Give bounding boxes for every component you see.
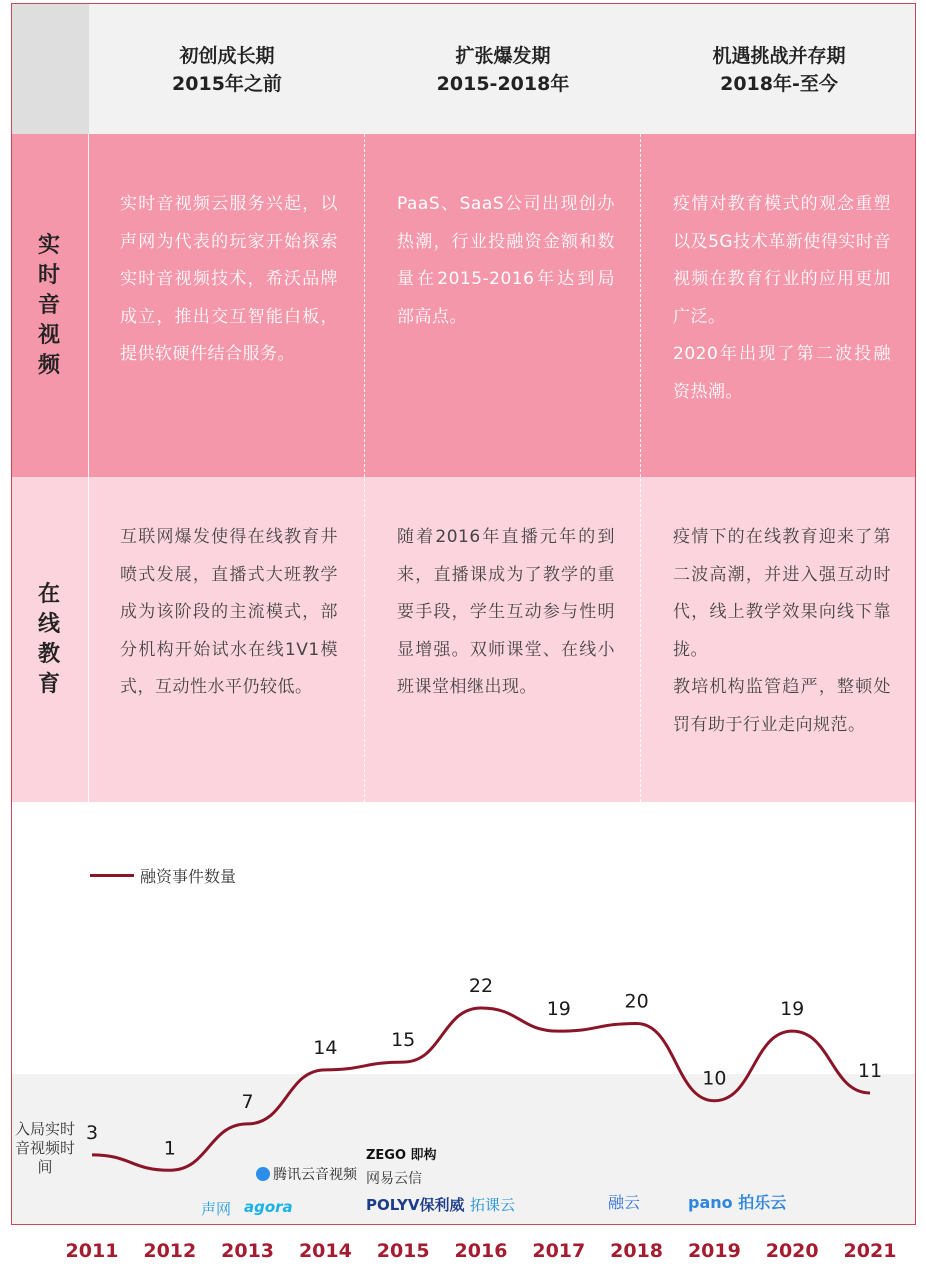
data-label-2017: 19 bbox=[546, 998, 571, 1021]
label-char: 线 bbox=[37, 611, 60, 637]
data-label-2018: 20 bbox=[624, 990, 649, 1013]
entry-axis-label: 入局实时音视频时间 bbox=[14, 1120, 75, 1176]
label-char: 视 bbox=[37, 322, 60, 348]
phase-name: 初创成长期 bbox=[179, 45, 275, 67]
data-label-2019: 10 bbox=[702, 1067, 727, 1090]
logo-tencent bbox=[256, 1164, 357, 1184]
x-tick-2012: 2012 bbox=[143, 1240, 197, 1262]
label-char: 在 bbox=[37, 581, 60, 607]
data-label-2015: 15 bbox=[391, 1029, 416, 1052]
data-label-2014: 14 bbox=[313, 1036, 338, 1059]
logo-shengwang: 声网 bbox=[201, 1200, 232, 1218]
x-tick-2013: 2013 bbox=[221, 1240, 275, 1262]
logo-zego: ZEGO 即构 bbox=[366, 1148, 437, 1163]
cell-text: 随着2016年直播元年的到来，直播课成为了教学的重要手段，学生互动参与性明显增强。双师课堂、在线小班课堂相继出现。 bbox=[397, 527, 615, 697]
x-tick-2011: 2011 bbox=[65, 1240, 119, 1262]
logo-rongyun: 融云 bbox=[608, 1193, 641, 1212]
x-tick-2018: 2018 bbox=[610, 1240, 664, 1262]
legend-label: 融资事件数量 bbox=[140, 867, 237, 886]
label-char: 育 bbox=[37, 671, 60, 697]
data-label-2011: 3 bbox=[85, 1121, 99, 1144]
cell-text: 疫情对教育模式的观念重塑以及5G技术革新使得实时音视频在教育行业的应用更加广泛。 bbox=[673, 194, 891, 327]
data-label-2021: 11 bbox=[857, 1060, 883, 1082]
x-tick-2020: 2020 bbox=[765, 1240, 819, 1262]
x-tick-2015: 2015 bbox=[376, 1240, 430, 1262]
x-tick-2014: 2014 bbox=[298, 1240, 352, 1262]
data-label-2020: 19 bbox=[780, 998, 805, 1021]
logo-polyv: POLYV保利威 bbox=[366, 1196, 465, 1214]
label-char: 时 bbox=[37, 262, 60, 288]
logo-tuoke: 拓课云 bbox=[470, 1196, 516, 1214]
x-tick-2016: 2016 bbox=[454, 1240, 508, 1262]
data-label-2013: 7 bbox=[241, 1090, 254, 1113]
tencent-cloud-icon bbox=[256, 1167, 270, 1181]
cell-text: 疫情下的在线教育迎来了第二波高潮，并进入强互动时代，线上教学效果向线下靠拢。 bbox=[673, 527, 891, 660]
data-label-2016: 22 bbox=[468, 975, 494, 997]
label-char: 实 bbox=[37, 232, 60, 258]
logo-agora: agora bbox=[244, 1198, 293, 1216]
x-tick-2017: 2017 bbox=[532, 1240, 586, 1262]
cell-text: 2020年出现了第二波投融资热潮。 bbox=[673, 344, 891, 402]
label-char: 频 bbox=[37, 352, 60, 378]
label-char: 教 bbox=[37, 641, 60, 667]
phase-period: 2015年之前 bbox=[172, 73, 282, 95]
phase-name: 机遇挑战并存期 bbox=[712, 45, 846, 67]
x-tick-2021: 2021 bbox=[843, 1240, 897, 1262]
logo-pano: pano 拍乐云 bbox=[688, 1193, 787, 1212]
label-char: 音 bbox=[37, 292, 60, 318]
cell-text: 实时音视频云服务兴起，以声网为代表的玩家开始探索实时音视频技术，希沃品牌成立，推出交互智能白板，提供软硬件结合服务。 bbox=[120, 194, 338, 364]
cell-text: PaaS、SaaS公司出现创办热潮，行业投融资金额和数量在2015-2016年达到局部高点。 bbox=[397, 194, 615, 327]
phase-period: 2018年-至今 bbox=[720, 73, 838, 95]
data-label-2012: 1 bbox=[163, 1137, 176, 1160]
logo-netease: 网易云信 bbox=[366, 1171, 422, 1187]
series-line-funding bbox=[92, 1008, 870, 1170]
cell-text: 教培机构监管趋严，整顿处罚有助于行业走向规范。 bbox=[673, 677, 891, 735]
logo-tencent-text: 腾讯云音视频 bbox=[273, 1167, 357, 1183]
phase-name: 扩张爆发期 bbox=[455, 45, 551, 67]
cell-text: 互联网爆发使得在线教育井喷式发展，直播式大班教学成为该阶段的主流模式，部分机构开始试水在线1V1模式，互动性水平仍较低。 bbox=[120, 527, 338, 697]
phase-period: 2015-2018年 bbox=[436, 73, 570, 95]
x-tick-2019: 2019 bbox=[687, 1240, 741, 1262]
